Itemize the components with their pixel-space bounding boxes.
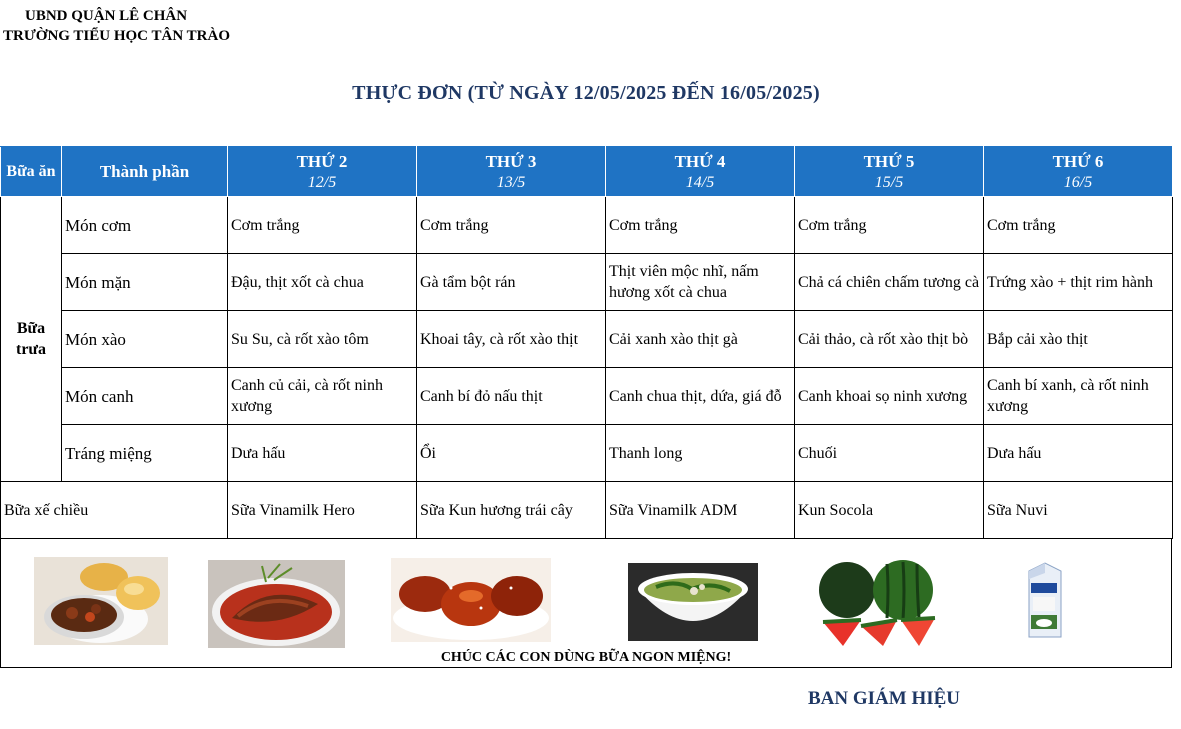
dish-cell: Cơm trắng (228, 197, 417, 254)
dish-cell: Su Su, cà rốt xào tôm (228, 311, 417, 368)
dish-cell: Cơm trắng (606, 197, 795, 254)
dish-cell: Canh bí đỏ nấu thịt (417, 368, 606, 425)
component-cell: Món xào (62, 311, 228, 368)
afternoon-row (1, 482, 1173, 539)
dish-cell: Thịt viên mộc nhĩ, nấm hương xốt cà chua (606, 254, 795, 311)
day-date: 15/5 (874, 173, 904, 191)
table-header-row (1, 147, 1173, 197)
dish-cell: Canh khoai sọ ninh xương (795, 368, 984, 425)
table-row (1, 254, 1173, 311)
snack-cell: Sữa Vinamilk ADM (606, 482, 795, 539)
day-header-tue (417, 147, 606, 197)
dish-cell: Thanh long (606, 425, 795, 482)
school-name: TRƯỜNG TIỂU HỌC TÂN TRÀO (3, 28, 230, 44)
snack-cell: Sữa Nuvi (984, 482, 1173, 539)
dish-cell: Gà tẩm bột rán (417, 254, 606, 311)
board-of-directors: BAN GIÁM HIỆU (808, 688, 961, 709)
district-name: UBND QUẬN LÊ CHÂN (25, 8, 188, 24)
beef-stew-bread-icon (34, 557, 168, 645)
fried-chicken-icon (391, 558, 551, 642)
snack-cell: Sữa Kun hương trái cây (417, 482, 606, 539)
lunch-label (1, 197, 62, 482)
dish-cell: Cải xanh xào thịt gà (606, 311, 795, 368)
day-name: THỨ 6 (1052, 151, 1104, 171)
snack-cell: Kun Socola (795, 482, 984, 539)
dish-cell: Chuối (795, 425, 984, 482)
milk-carton-icon (1025, 561, 1065, 641)
day-date: 12/5 (307, 173, 337, 191)
dish-cell: Đậu, thịt xốt cà chua (228, 254, 417, 311)
dish-cell: Canh chua thịt, dứa, giá đỗ (606, 368, 795, 425)
organization-header (3, 6, 230, 46)
day-header-wed (606, 147, 795, 197)
food-images-area (0, 539, 1172, 668)
meal-column-header: Bữa ăn (1, 147, 62, 197)
day-date: 14/5 (685, 173, 715, 191)
snack-cell: Sữa Vinamilk Hero (228, 482, 417, 539)
dish-cell: Trứng xào + thịt rim hành (984, 254, 1173, 311)
day-header-thu (795, 147, 984, 197)
component-cell: Tráng miệng (62, 425, 228, 482)
fish-sauce-dish-icon (208, 560, 345, 648)
dish-cell: Ổi (417, 425, 606, 482)
dish-cell: Canh bí xanh, cà rốt ninh xương (984, 368, 1173, 425)
vegetable-soup-icon (628, 563, 758, 641)
day-name: THỨ 3 (485, 151, 537, 171)
day-name: THỨ 5 (863, 151, 915, 171)
lunch-label-text: Bữa trưa (15, 320, 47, 358)
component-cell: Món canh (62, 368, 228, 425)
dish-cell: Chả cá chiên chấm tương cà (795, 254, 984, 311)
day-header-fri (984, 147, 1173, 197)
component-cell: Món cơm (62, 197, 228, 254)
table-row (1, 197, 1173, 254)
day-header-mon (228, 147, 417, 197)
menu-title: THỰC ĐƠN (TỪ NGÀY 12/05/2025 ĐẾN 16/05/2025) (352, 82, 820, 104)
day-name: THỨ 4 (674, 151, 726, 171)
dish-cell: Dưa hấu (984, 425, 1173, 482)
watermelon-icon (817, 560, 939, 648)
dish-cell: Cơm trắng (795, 197, 984, 254)
day-name: THỨ 2 (296, 151, 348, 171)
closing-wish: CHÚC CÁC CON DÙNG BỮA NGON MIỆNG! (440, 650, 732, 665)
component-column-header: Thành phần (62, 147, 228, 197)
dish-cell: Khoai tây, cà rốt xào thịt (417, 311, 606, 368)
dish-cell: Cải thảo, cà rốt xào thịt bò (795, 311, 984, 368)
day-date: 16/5 (1063, 173, 1093, 191)
table-row (1, 368, 1173, 425)
table-row (1, 311, 1173, 368)
dish-cell: Cơm trắng (984, 197, 1173, 254)
component-cell: Món mặn (62, 254, 228, 311)
afternoon-label: Bữa xế chiều (1, 482, 228, 539)
dish-cell: Cơm trắng (417, 197, 606, 254)
dish-cell: Dưa hấu (228, 425, 417, 482)
table-row (1, 425, 1173, 482)
day-date: 13/5 (496, 173, 526, 191)
menu-table (0, 146, 1173, 539)
dish-cell: Canh củ cải, cà rốt ninh xương (228, 368, 417, 425)
dish-cell: Bắp cải xào thịt (984, 311, 1173, 368)
